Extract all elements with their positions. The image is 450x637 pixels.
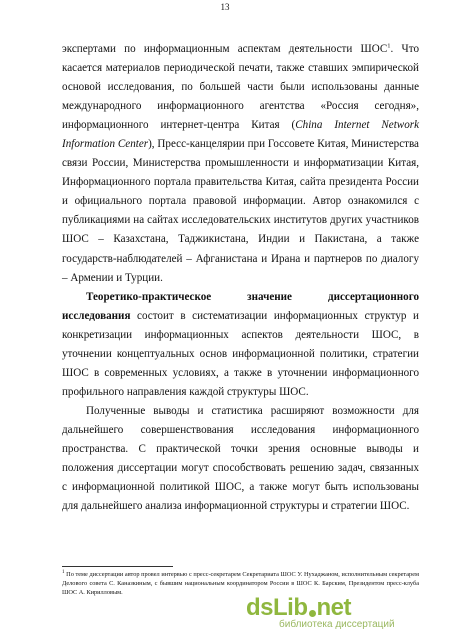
footnote-divider bbox=[62, 566, 173, 567]
paragraph-1-middle: . Что касается материалов периодической печати, также ставших эмпирической основой исследования, по большей части были использованы данные международного информационного агентства «Россия сегодня», информационного интернет-центра Китая ( bbox=[62, 43, 419, 132]
watermark bbox=[246, 594, 442, 632]
watermark-logo-left: dsLib bbox=[246, 594, 308, 621]
page-number: 13 bbox=[220, 2, 230, 12]
footnote-marker: 1 bbox=[62, 569, 65, 575]
footnote-text: По теме диссертации автор провел интервью с пресс-секретарем Секретариата ШОС У. Нухаджаном, исполнительным секретарем Делового совета С. Каназкиным, с бывшим национальным координатором России в ШОС К. Барским, Президентом пресс-клуба ШОС А. Кирилловым. bbox=[62, 571, 419, 596]
watermark-subtitle: библиотека диссертаций bbox=[279, 619, 395, 630]
paragraph-1-italic: China Internet Network Information Center bbox=[62, 119, 419, 151]
paragraph-1-start: экспертами по информационным аспектам деятельности ШОС bbox=[62, 43, 388, 55]
paragraph-2-bold-heading: Теоретико-практическое значение диссертационного исследования bbox=[62, 290, 419, 322]
paragraph-sources bbox=[62, 40, 419, 288]
paragraph-2-text: состоит в систематизации информационных структур и конкретизации информационных аспектов деятельности ШОС, в уточнении концептуальных основ информационной политики, стратегии ШОС в современных условиях, а также в уточнении информационного профильного направления каждой структуры ШОС. bbox=[62, 309, 419, 398]
paragraph-significance bbox=[62, 288, 419, 402]
watermark-dot-icon bbox=[309, 610, 316, 617]
body-text bbox=[62, 40, 419, 516]
footnote-reference[interactable]: 1 bbox=[387, 42, 391, 50]
watermark-logo bbox=[246, 594, 351, 622]
watermark-logo-right: net bbox=[316, 594, 351, 621]
paragraph-conclusions: Полученные выводы и статистика расширяют возможности для дальнейшего совершенствования исследования информационного пространства. С практической точки зрения основные выводы и положения диссертации могут способствовать решению задач, связанных с информационной политикой ШОС, а также могут быть использованы для дальнейшего анализа информационной структуры и стратегии ШОС. bbox=[62, 404, 419, 513]
paragraph-1-end: ), Пресс-канцелярии при Госсовете Китая, Министерства связи России, Министерства промышленности и информатизации Китая, Информационного портала правительства Китая, сайта президента России и официального портала правовой информации. Автор ознакомился с публикациями на сайтах исследовательских институтов других участников ШОС – Казахстана, Таджикистана, Индии и Пакистана, а также государств-наблюдателей – Афганистана и Ирана и партнеров по диалогу – Армении и Турции. bbox=[62, 138, 419, 284]
